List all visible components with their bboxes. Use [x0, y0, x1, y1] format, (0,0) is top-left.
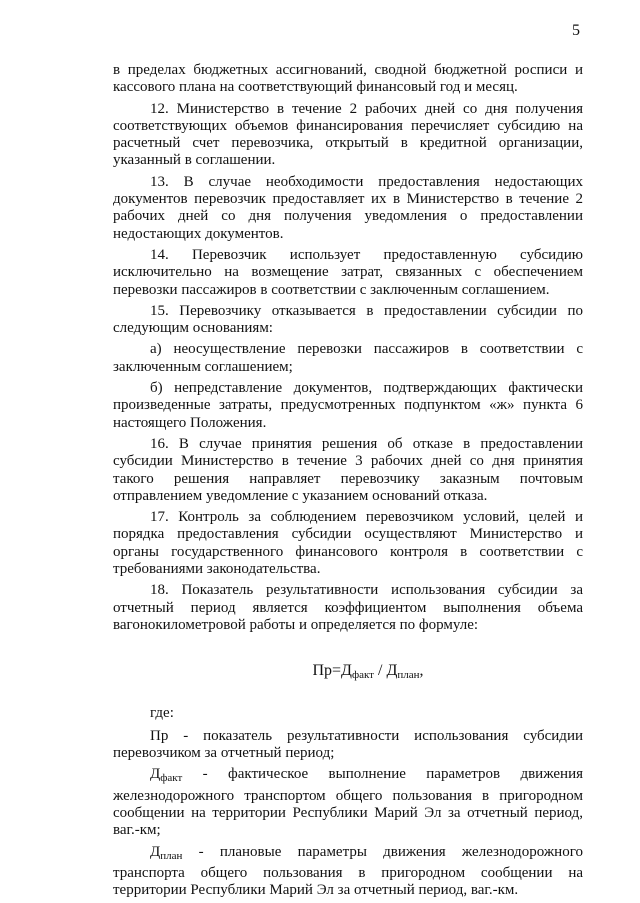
definition-dplan [113, 844, 583, 900]
page-number: 5 [572, 22, 580, 39]
paragraph-13: 13. В случае необходимости предоставления недостающих документов перевозчик предоставляет их в Министерство в течение 2 рабочих дней со дня получения уведомления о предоставлении недостающих документов. [113, 173, 583, 242]
paragraph-14: 14. Перевозчик использует предоставленную субсидию исключительно на возмещение затрат, связанных с обеспечением перевозки пассажиров в соответствии с заключенным соглашением. [113, 246, 583, 298]
definition-text: - плановые параметры движения железнодорожного транспорта общего пользования в пригородном сообщении на территории Республики Марий Эл за отчетный период, ваг.-км. [113, 843, 583, 899]
definition-pr [113, 728, 583, 763]
formula [153, 662, 583, 684]
formula-lhs: Пр=Д [312, 662, 352, 680]
paragraph-16: 16. В случае принятия решения об отказе в предоставлении субсидии Министерство в течение 3 рабочих дней со дня принятия такого решения направляет перевозчику заказным почтовым отправлением уведомление с указанием оснований отказа. [113, 435, 583, 504]
paragraph-15: 15. Перевозчику отказывается в предоставлении субсидии по следующим основаниям: [113, 302, 583, 337]
formula-sub-plan: план [397, 669, 420, 682]
definition-subscript: факт [160, 772, 183, 785]
definition-subscript: план [160, 849, 183, 862]
paragraph-12: 12. Министерство в течение 2 рабочих дней со дня получения соответствующих объемов финансирования перечисляет субсидию на расчетный счет перевозчика, открытый в кредитной организации, указанный в соглашении. [113, 100, 583, 169]
paragraph-continuation: в пределах бюджетных ассигнований, сводной бюджетной росписи и кассового плана на соответствующий финансовый год и месяц. [113, 62, 583, 96]
definition-text: - фактическое выполнение параметров движения железнодорожного транспортом общего пользования в пригородном сообщении на территории Республики Марий Эл за отчетный период, ваг.-км; [113, 766, 583, 839]
paragraph-15b: б) непредставление документов, подтверждающих фактически произведенные затраты, предусмотренных подпунктом «ж» пункта 6 настоящего Положения. [113, 380, 583, 431]
where-label: где: [150, 704, 174, 721]
document-body [113, 62, 583, 903]
definition-dfact [113, 766, 583, 839]
definition-symbol: Д [150, 843, 161, 860]
formula-sub-fact: факт [351, 669, 374, 682]
definition-symbol: Пр [150, 727, 169, 744]
formula-div: / Д [374, 662, 398, 680]
formula-end: , [419, 662, 424, 680]
definition-text: - показатель результативности использования субсидии перевозчиком за отчетный период; [113, 727, 583, 762]
paragraph-17: 17. Контроль за соблюдением перевозчиком условий, целей и порядка предоставления субсидии осуществляют Министерство и органы государственного финансового контроля в соответствии с требованиями законодательства. [113, 509, 583, 578]
paragraph-18: 18. Показатель результативности использования субсидии за отчетный период является коэффициентом выполнения объема вагонокилометровой работы и определяется по формуле: [113, 582, 583, 633]
paragraph-15a: а) неосуществление перевозки пассажиров в соответствии с заключенным соглашением; [113, 341, 583, 375]
definition-symbol: Д [150, 766, 161, 783]
